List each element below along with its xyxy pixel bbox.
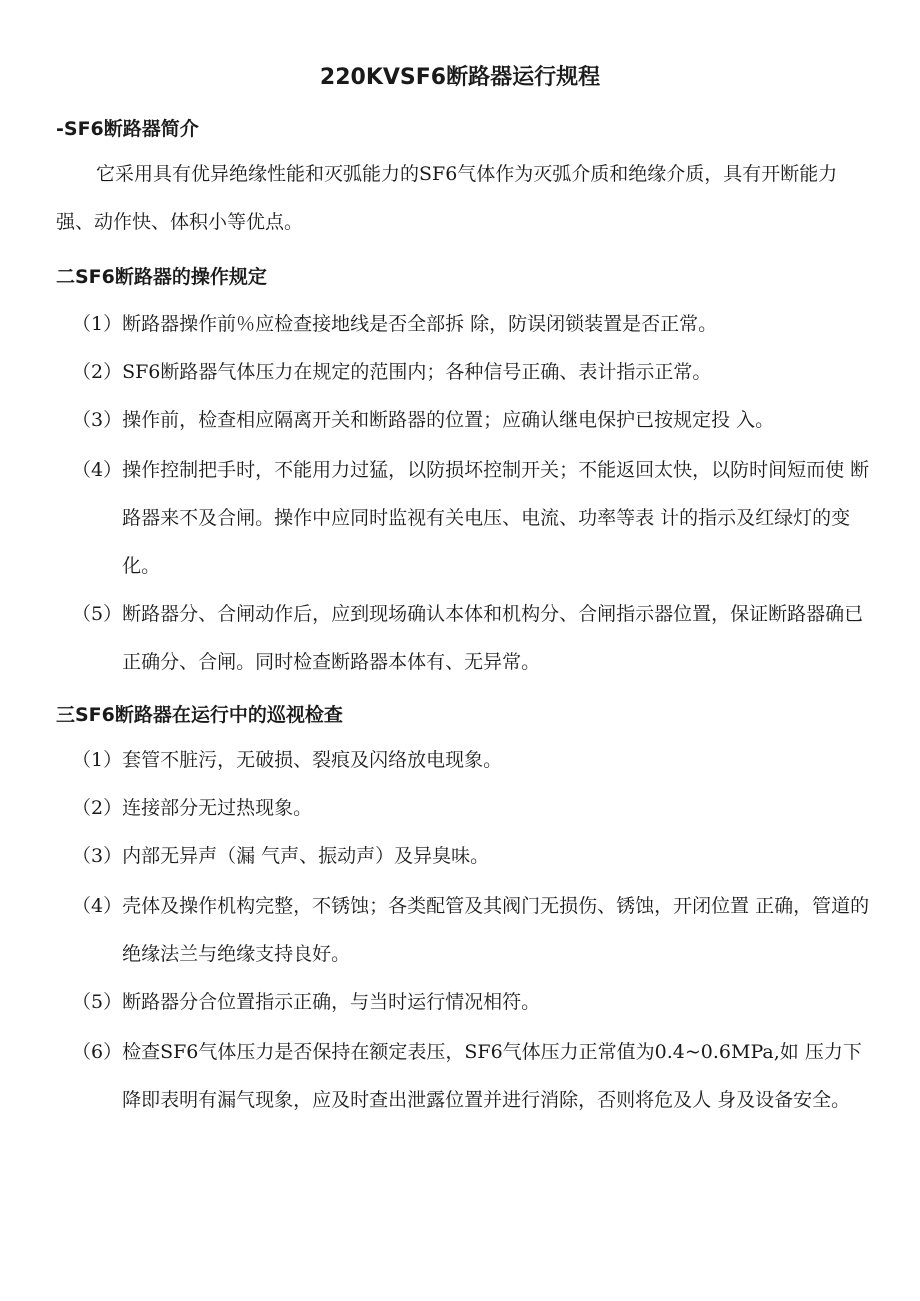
document-title: 220KVSF6断路器运行规程 <box>319 65 601 90</box>
item-text: 操作控制把手时，不能用力过猛，以防损坏控制开关；不能返回太快，以防时间短而使 断路器来不及合闸。操作中应同时监视有关电压、电流、功率等表 计的指示及红绿灯的变化。 <box>122 459 870 577</box>
list-item <box>72 832 872 880</box>
item-number: （2） <box>72 797 123 819</box>
list-item <box>72 882 872 978</box>
intro-paragraph: 它采用具有优异绝缘性能和灭弧能力的SF6气体作为灭弧介质和绝缘介质，具有开断能力强、动作快、体积小等优点。 <box>56 163 838 233</box>
item-text: 内部无异声（漏 气声、振动声）及异臭味。 <box>122 845 490 867</box>
item-text: 断路器分合位置指示正确，与当时运行情况相符。 <box>122 991 541 1013</box>
list-item <box>72 348 872 396</box>
item-number: （4） <box>72 459 123 481</box>
section-heading-operation: 二SF6断路器的操作规定 <box>56 266 267 288</box>
list-item <box>72 1028 872 1124</box>
list-item <box>72 736 872 784</box>
item-text: 套管不脏污，无破损、裂痕及闪络放电现象。 <box>122 749 503 771</box>
section-heading-inspection: 三SF6断路器在运行中的巡视检查 <box>56 704 343 726</box>
list-item <box>72 784 872 832</box>
list-item <box>72 978 872 1026</box>
list-item <box>72 396 872 444</box>
section-heading-intro: -SF6断路器简介 <box>56 118 199 140</box>
item-text: 壳体及操作机构完整，不锈蚀；各类配管及其阀门无损伤、锈蚀，开闭位置 正确，管道的绝缘法兰与绝缘支持良好。 <box>122 895 870 965</box>
item-number: （1） <box>72 749 123 771</box>
item-number: （5） <box>72 603 123 625</box>
item-number: （2） <box>72 361 123 383</box>
item-text: 断路器分、合闸动作后，应到现场确认本体和机构分、合闸指示器位置，保证断路器确已正确分、合闸。同时检查断路器本体有、无异常。 <box>122 603 864 673</box>
item-number: （6） <box>72 1041 123 1063</box>
item-number: （4） <box>72 895 123 917</box>
item-number: （3） <box>72 409 123 431</box>
list-item <box>72 446 872 590</box>
list-item <box>72 300 872 348</box>
item-text: 连接部分无过热现象。 <box>122 797 313 819</box>
item-number: （3） <box>72 845 123 867</box>
item-text: 断路器操作前％应检查接地线是否全部拆 除，防误闭锁装置是否正常。 <box>122 313 718 335</box>
item-text: 操作前，检查相应隔离开关和断路器的位置；应确认继电保护已按规定投 入。 <box>122 409 775 431</box>
list-item <box>72 590 872 686</box>
item-text: 检查SF6气体压力是否保持在额定表压，SF6气体压力正常值为0.4~0.6MPa,如 压力下降即表明有漏气现象，应及时查出泄露位置并进行消除，否则将危及人 身及设备安全。 <box>122 1041 862 1111</box>
item-number: （1） <box>72 313 123 335</box>
item-number: （5） <box>72 991 123 1013</box>
item-text: SF6断路器气体压力在规定的范围内；各种信号正确、表计指示正常。 <box>122 361 712 383</box>
